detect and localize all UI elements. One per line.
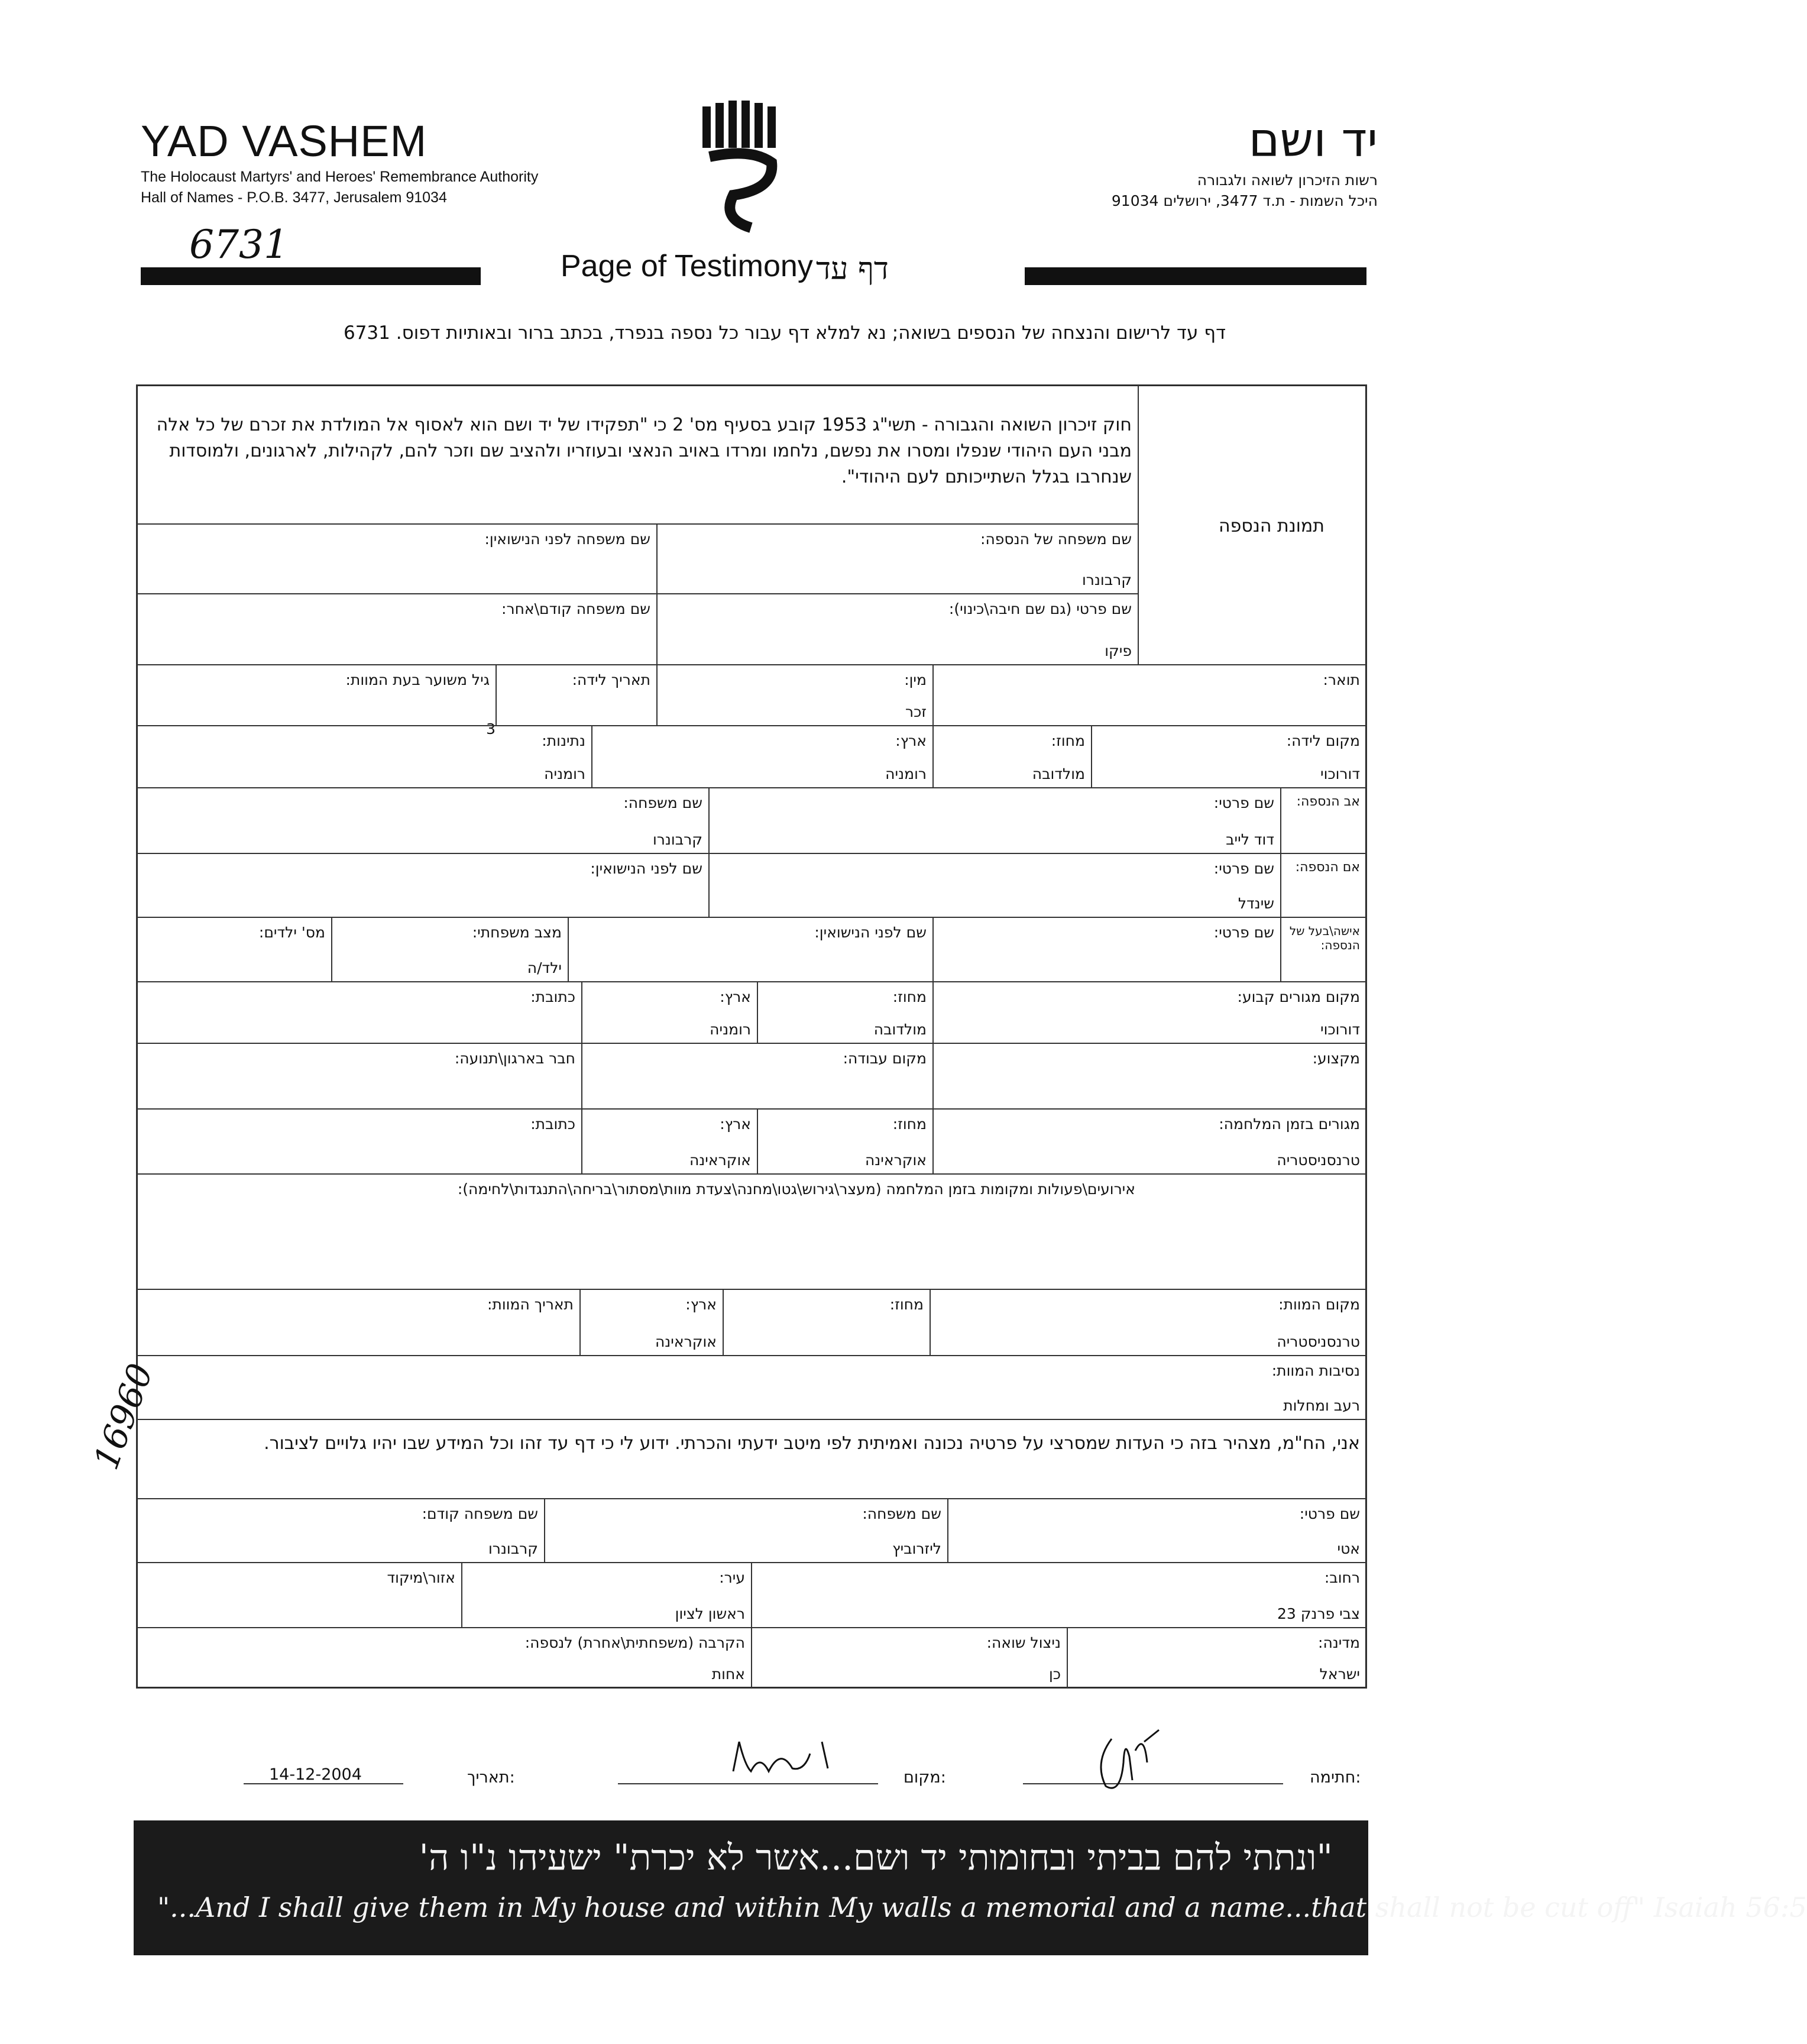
org-subtitle-he-2: היכל השמות - ת.ד 3477, ירושלים 91034 — [1111, 192, 1378, 209]
gender-field[interactable]: מין: זכר — [656, 664, 934, 726]
org-name-en: YAD VASHEM — [141, 117, 428, 166]
side-handwritten-number: 16960 — [86, 1358, 161, 1475]
submitter-prev-name-value: קרבונרו — [488, 1540, 538, 1557]
zip-field[interactable]: אזור\מיקוד — [136, 1562, 462, 1628]
submitter-first-name-value: אטי — [1337, 1540, 1360, 1557]
workplace-field[interactable]: מקום עבודה: — [581, 1043, 934, 1110]
photo-box[interactable] — [1138, 384, 1367, 665]
family-name-value: קרבונרו — [1081, 571, 1132, 588]
death-place-value: טרנסניסטריה — [1277, 1333, 1360, 1350]
mother-maiden-name-field[interactable]: שם לפני הנישואין: — [136, 853, 710, 918]
death-district-field[interactable]: מחוז: — [723, 1289, 931, 1356]
law-text-box — [136, 384, 1139, 525]
place-handwriting — [727, 1736, 846, 1783]
maiden-name-field[interactable]: שם משפחה לפני הנישואין: — [136, 523, 658, 594]
city-field[interactable]: עיר: ראשון לציון — [461, 1562, 752, 1628]
date-label: תאריך: — [467, 1768, 515, 1787]
father-first-name-field[interactable]: שם פרטי: דוד לייב — [708, 787, 1281, 854]
place-line[interactable] — [618, 1783, 878, 1784]
father-first-name-value: דוד לייב — [1226, 831, 1274, 848]
age-field[interactable]: גיל משוער בעת המוות: 3 — [136, 664, 497, 726]
org-subtitle-en-1: The Holocaust Martyrs' and Heroes' Remembrance Authority — [141, 169, 539, 185]
death-country-field[interactable]: ארץ: אוקראינה — [579, 1289, 724, 1356]
birth-district-field[interactable]: מחוז: מולדובה — [932, 725, 1092, 788]
declaration-text: אני, הח"מ, מצהיר בזה כי העדות שמסרצי על פרטיה נכונה ואמיתית לפי מיטב ידעתי והכרתי. ידוע לי כי דף עד זהו וכל המידע שבו יהיו גלויים לציבור. — [264, 1433, 1360, 1454]
page-title: Page of Testimony — [561, 249, 813, 283]
org-name-he: יד ושם — [1248, 112, 1378, 167]
death-cause-value: רעב ומחלות — [1283, 1397, 1360, 1414]
death-place-field[interactable]: מקום המוות: טרנסניסטריה — [930, 1289, 1367, 1356]
place-label: מקום: — [903, 1768, 946, 1787]
banner-english-quote: "...And I shall give them in My house and within My walls a memorial and a name...that shall not be cut off" Isaiah 56:5 — [157, 1891, 1807, 1923]
birth-place-field[interactable]: מקום לידה: דורוכוי — [1091, 725, 1367, 788]
father-family-name-field[interactable]: שם משפחה: קרבונרו — [136, 787, 710, 854]
residence-country-field[interactable]: ארץ: רומניה — [581, 981, 758, 1044]
relation-field[interactable]: הקרבה (משפחתית\אחרת) לנספה: אחות — [136, 1627, 752, 1689]
gender-value: זכר — [905, 703, 927, 720]
father-label-cell: אב הנספה: — [1280, 787, 1367, 854]
date-value: 14-12-2004 — [269, 1765, 362, 1784]
family-name-field[interactable]: שם משפחה של הנספה: קרבונרו — [656, 523, 1139, 594]
mother-label-cell: אם הנספה: — [1280, 853, 1367, 918]
mother-first-name-value: שינדל — [1238, 895, 1274, 912]
city-value: ראשון לציון — [675, 1605, 745, 1622]
birth-country-field[interactable]: ארץ: רומניה — [591, 725, 934, 788]
wartime-events-field[interactable]: אירועים\פעולות ומקומות בזמן המלחמה (מעצר\גירוש\גטו\מחנה\צעדת מוות\מסתור\בריחה\התנגדות\לחימה): — [136, 1173, 1367, 1290]
war-address-field[interactable]: כתובת: — [136, 1108, 582, 1175]
war-district-value: אוקראינה — [864, 1152, 927, 1169]
country-field[interactable]: מדינה: ישראל — [1067, 1627, 1367, 1689]
instructions: דף עד לרישום והנצחה של הנספים בשואה; נא למלא דף עבור כל נספה בנפרד, בכתב ברור ובאותיות דפוס. 6731 — [343, 322, 1226, 344]
nationality-field[interactable]: נתינות: רומניה — [136, 725, 592, 788]
birth-place-value: דורוכוי — [1320, 765, 1360, 782]
page-title-he: דף עד — [816, 251, 889, 287]
spouse-label-cell: אישה\בעל של הנספה: — [1280, 917, 1367, 982]
relation-value: אחות — [711, 1665, 745, 1683]
yad-vashem-logo — [698, 101, 792, 231]
residence-district-value: מולדובה — [873, 1021, 927, 1038]
first-name-value: פיקו — [1105, 642, 1132, 659]
residence-value: דורוכוי — [1320, 1021, 1360, 1038]
submitter-family-name-field[interactable]: שם משפחה: ליזרוביץ — [544, 1498, 948, 1563]
marital-status-field[interactable]: מצב משפחתי: ילד/ה — [331, 917, 569, 982]
birth-country-value: רומניה — [885, 765, 927, 782]
org-member-field[interactable]: חבר בארגון\תנועה: — [136, 1043, 582, 1110]
submitter-prev-name-field[interactable]: שם משפחה קודם: קרבונרו — [136, 1498, 545, 1563]
signature-mark — [1088, 1727, 1177, 1798]
birth-date-field[interactable]: תאריך לידה: — [496, 664, 658, 726]
spouse-maiden-name-field[interactable]: שם לפני הנישואין: — [568, 917, 934, 982]
residence-address-field[interactable]: כתובת: — [136, 981, 582, 1044]
war-country-field[interactable]: ארץ: אוקראינה — [581, 1108, 758, 1175]
war-residence-field[interactable]: מגורים בזמן המלחמה: טרנסניסטריה — [932, 1108, 1367, 1175]
declaration-box — [136, 1419, 1367, 1499]
death-country-value: אוקראינה — [655, 1333, 717, 1350]
survivor-value: כן — [1048, 1665, 1061, 1683]
father-family-name-value: קרבונרו — [652, 831, 702, 848]
handwritten-number: 6731 — [189, 222, 289, 267]
war-residence-value: טרנסניסטריה — [1277, 1152, 1360, 1169]
header-bar-right — [1025, 267, 1366, 285]
marital-status-value: ילד/ה — [527, 959, 562, 976]
street-field[interactable]: רחוב: צבי פרנק 23 — [751, 1562, 1367, 1628]
children-count-field[interactable]: מס' ילדים: — [136, 917, 332, 982]
date-line[interactable] — [244, 1783, 403, 1784]
prev-family-name-field[interactable]: שם משפחה קודם\אחר: — [136, 593, 658, 665]
org-subtitle-en-2: Hall of Names - P.O.B. 3477, Jerusalem 91034 — [141, 189, 447, 206]
profession-field[interactable]: מקצוע: — [932, 1043, 1367, 1110]
residence-field[interactable]: מקום מגורים קבוע: דורוכוי — [932, 981, 1367, 1044]
residence-district-field[interactable]: מחוז: מולדובה — [757, 981, 934, 1044]
mother-first-name-field[interactable]: שם פרטי: שינדל — [708, 853, 1281, 918]
quote-banner — [134, 1820, 1807, 1955]
org-subtitle-he-1: רשות הזיכרון לשואה ולגבורה — [1197, 172, 1378, 189]
death-date-field[interactable]: תאריך המוות: — [136, 1289, 581, 1356]
law-text: חוק זיכרון השואה והגבורה - תשי"ג 1953 קובע בסעיף מס' 2 כי "תפקידו של יד ושם הוא לאסוף אל המולדת את זכרם של כל אלה מבני העם היהודי שנפלו ומסרו את נפשם, נלחמו ומרדו באויב הנאצי ובעוזריו ולהציב שם וזכר להם, לקהילות, לארגונים, ולמוסדות שנחרבו בגלל השתייכותם לעם היהודי". — [156, 415, 1132, 487]
death-cause-field[interactable]: נסיבות המוות: רעב ומחלות — [136, 1355, 1367, 1420]
street-value: צבי פרנק 23 — [1277, 1605, 1360, 1622]
war-country-value: אוקראינה — [689, 1152, 751, 1169]
spouse-first-name-field[interactable]: שם פרטי: — [932, 917, 1281, 982]
residence-country-value: רומניה — [710, 1021, 751, 1038]
banner-hebrew-quote: "ונתתי להם בביתי ובחומותי יד ושם...אשר לא יכרת" ישעיהו נ"ו ה' — [419, 1837, 1333, 1878]
submitter-first-name-field[interactable]: שם פרטי: אטי — [947, 1498, 1367, 1563]
photo-label: תמונת הנספה — [1219, 516, 1325, 536]
header-bar-left — [141, 267, 481, 285]
birth-district-value: מולדובה — [1032, 765, 1085, 782]
signature-label: חתימה: — [1310, 1768, 1361, 1787]
first-name-field[interactable]: שם פרטי (גם שם חיבה\כינוי): פיקו — [656, 593, 1139, 665]
submitter-family-name-value: ליזרוביץ — [892, 1540, 941, 1557]
war-district-field[interactable]: מחוז: אוקראינה — [757, 1108, 934, 1175]
nationality-value: רומניה — [544, 765, 585, 782]
country-value: ישראל — [1319, 1665, 1360, 1683]
survivor-field[interactable]: ניצול שואה: כן — [751, 1627, 1068, 1689]
title-field[interactable]: תואר: — [932, 664, 1367, 726]
